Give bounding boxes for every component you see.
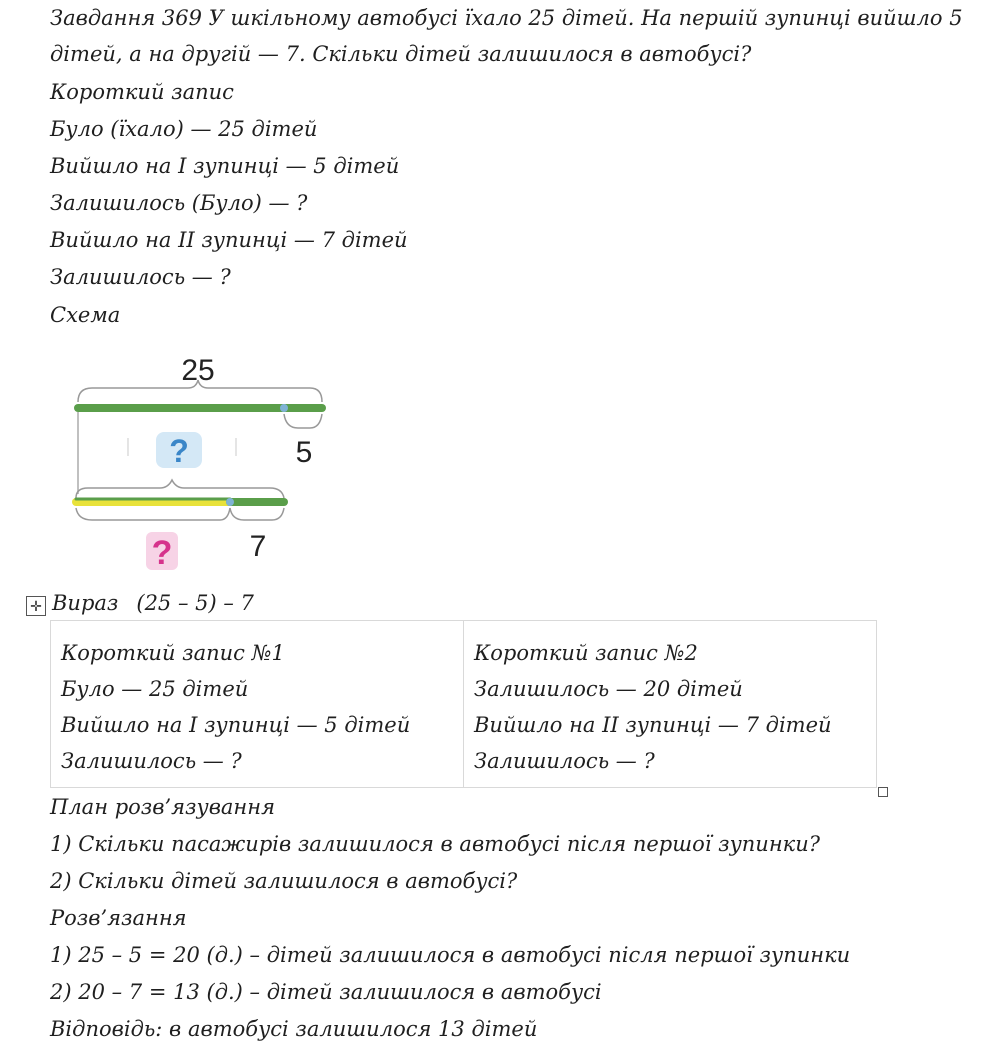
split-point — [226, 498, 234, 506]
second-stop-brace — [230, 508, 284, 520]
table-cell-note-2[interactable] — [464, 621, 877, 788]
second-stop-label: 7 — [249, 530, 267, 563]
note-1-line: Вийшло на І зупинці — 5 дітей — [61, 713, 411, 737]
plan-heading: План розв’язування — [50, 795, 276, 819]
short-note-line: Залишилось (Було) — ? — [50, 191, 308, 215]
short-note-line: Вийшло на ІІ зупинці — 7 дітей — [50, 228, 408, 252]
note-2-line: Залишилось — ? — [474, 749, 655, 773]
note-2-title: Короткий запис №2 — [474, 641, 698, 665]
answer-question-icon: ? — [151, 534, 173, 572]
scheme-heading: Схема — [50, 303, 121, 327]
note-1-line: Залишилось — ? — [61, 749, 242, 773]
table-move-icon[interactable]: ✛ — [26, 596, 46, 616]
short-note-line: Залишилось — ? — [50, 265, 231, 289]
total-label: 25 — [181, 354, 215, 387]
unknown-question-icon: ? — [169, 433, 189, 469]
note-1-line: Було — 25 дітей — [61, 677, 249, 701]
short-notes-table — [50, 620, 877, 788]
solution-step: 1) 25 – 5 = 20 (д.) – дітей залишилося в автобусі після першої зупинки — [50, 943, 851, 967]
top-brace — [78, 380, 322, 402]
note-2-line: Залишилось — 20 дітей — [474, 677, 743, 701]
solution-step: 2) 20 – 7 = 13 (д.) – дітей залишилося в автобусі — [50, 980, 602, 1004]
answer-brace — [76, 508, 230, 520]
first-stop-label: 5 — [295, 436, 313, 469]
table-resize-handle[interactable] — [878, 787, 888, 797]
first-stop-brace — [284, 414, 322, 428]
short-note-line: Було (їхало) — 25 дітей — [50, 117, 318, 141]
short-note-heading: Короткий запис — [50, 80, 234, 104]
solution-heading: Розв’язання — [50, 906, 187, 930]
note-2-line: Вийшло на ІІ зупинці — 7 дітей — [474, 713, 832, 737]
plan-item: 1) Скільки пасажирів залишилося в автобусі після першої зупинки? — [50, 832, 820, 856]
task-statement: Завдання 369 У шкільному автобусі їхало 25 дітей. На першій зупинці вийшло 5 дітей, а на другій — 7. Скільки дітей залишилося в автобусі? — [50, 6, 963, 66]
plan-item: 2) Скільки дітей залишилося в автобусі? — [50, 869, 518, 893]
short-note-line: Вийшло на І зупинці — 5 дітей — [50, 154, 400, 178]
split-point — [280, 404, 288, 412]
scheme-diagram — [40, 340, 360, 580]
middle-brace — [76, 480, 284, 498]
expression-label: Вираз — [52, 591, 119, 615]
expression-value: (25 – 5) – 7 — [136, 591, 254, 615]
table-cell-note-1[interactable] — [51, 621, 464, 788]
answer-text: Відповідь: в автобусі залишилося 13 дітей — [50, 1017, 538, 1041]
expression — [52, 590, 254, 616]
note-1-title: Короткий запис №1 — [61, 641, 285, 665]
